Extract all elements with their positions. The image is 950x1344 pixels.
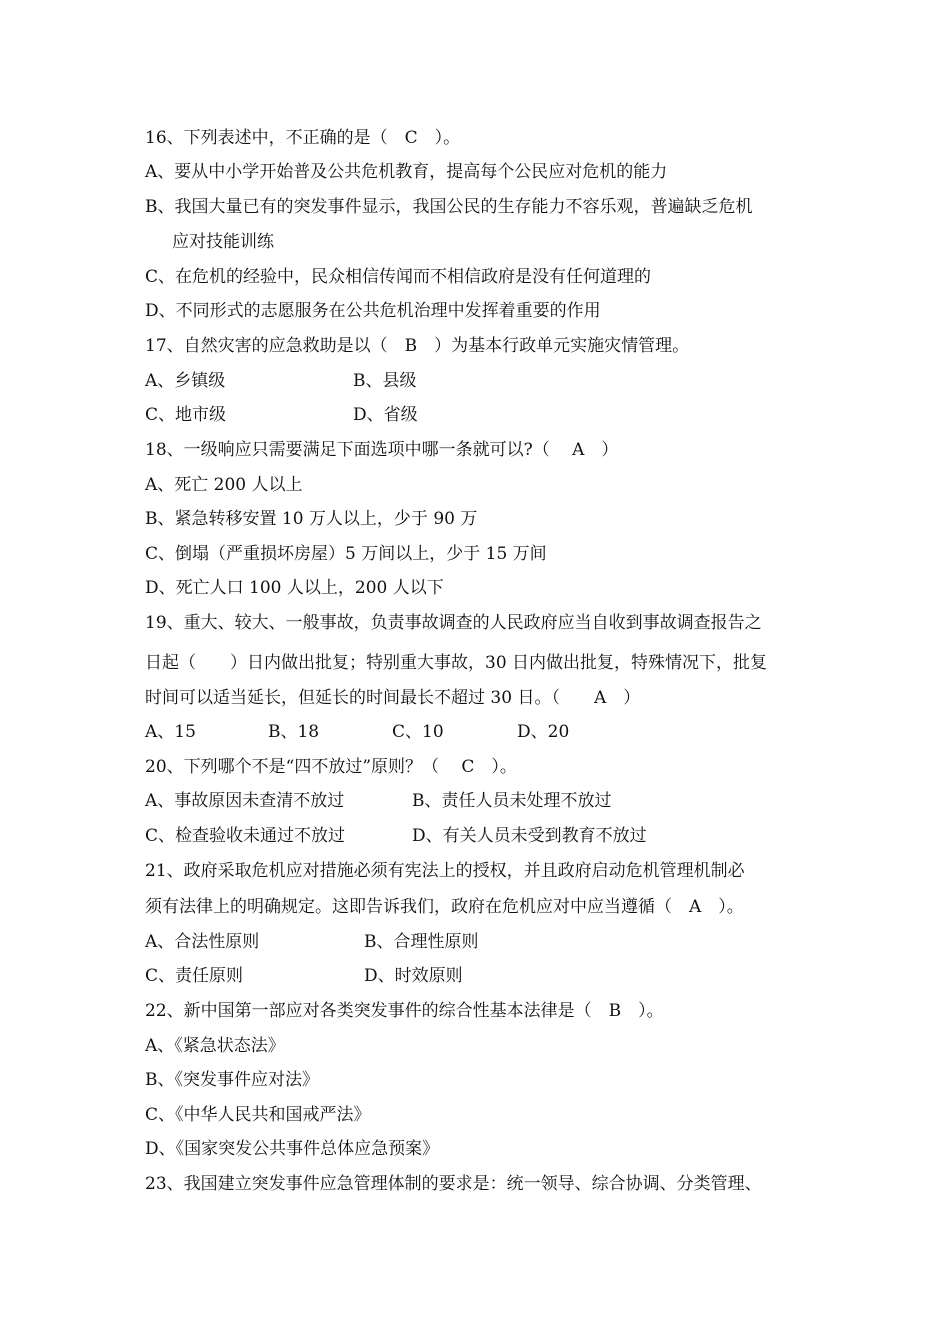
question-20-option-d: D、有关人员未受到教育不放过 (412, 826, 647, 846)
question-17-option-a: A、乡镇级 (145, 371, 226, 391)
question-20-stem: 20、下列哪个不是“四不放过”原则？（ C ）。 (145, 757, 517, 777)
question-17-option-d: D、省级 (353, 405, 418, 425)
question-17-option-c: C、地市级 (145, 405, 227, 425)
question-21-line2: 须有法律上的明确规定。这即告诉我们，政府在危机应对中应当遵循（ A ）。 (145, 897, 744, 917)
question-19-option-a: A、15 (145, 722, 196, 742)
question-21-option-d: D、时效原则 (364, 966, 463, 986)
question-18-option-d: D、死亡人口 100 人以上，200 人以下 (145, 578, 444, 598)
question-16-option-d: D、不同形式的志愿服务在公共危机治理中发挥着重要的作用 (145, 301, 601, 321)
question-19-option-d: D、20 (517, 722, 570, 742)
question-16-option-b-line1: B、我国大量已有的突发事件显示，我国公民的生存能力不容乐观，普遍缺乏危机 (145, 197, 753, 217)
question-19-option-b: B、18 (268, 722, 320, 742)
question-18-option-c: C、倒塌（严重损坏房屋）5 万间以上，少于 15 万间 (145, 544, 547, 564)
question-22-option-b: B、《突发事件应对法》 (145, 1070, 319, 1090)
question-21-option-c: C、责任原则 (145, 966, 244, 986)
question-20-option-a: A、事故原因未查清不放过 (145, 791, 345, 811)
question-22-option-a: A、《紧急状态法》 (145, 1036, 285, 1056)
question-19-option-c: C、10 (392, 722, 444, 742)
question-18-option-a: A、死亡 200 人以上 (145, 475, 303, 495)
question-18-stem: 18、一级响应只需要满足下面选项中哪一条就可以?（ A ） (145, 440, 619, 460)
question-22-option-c: C、《中华人民共和国戒严法》 (145, 1105, 371, 1125)
question-18-option-b: B、紧急转移安置 10 万人以上，少于 90 万 (145, 509, 478, 529)
question-22-option-d: D、《国家突发公共事件总体应急预案》 (145, 1139, 440, 1159)
question-20-option-c: C、检查验收未通过不放过 (145, 826, 346, 846)
question-21-option-b: B、合理性原则 (364, 932, 479, 952)
question-17-option-b: B、县级 (353, 371, 417, 391)
question-16-option-b-line2: 应对技能训练 (172, 232, 274, 252)
question-22-stem: 22、新中国第一部应对各类突发事件的综合性基本法律是（ B ）。 (145, 1001, 664, 1021)
question-20-option-b: B、责任人员未处理不放过 (412, 791, 612, 811)
question-16-option-c: C、在危机的经验中，民众相信传闻而不相信政府是没有任何道理的 (145, 267, 652, 287)
question-16-stem: 16、下列表述中，不正确的是（ C ）。 (145, 128, 461, 148)
question-21-option-a: A、合法性原则 (145, 932, 260, 952)
question-21-line1: 21、政府采取危机应对措施必须有宪法上的授权，并且政府启动危机管理机制必 (145, 861, 745, 881)
question-17-stem: 17、自然灾害的应急救助是以（ B ）为基本行政单元实施灾情管理。 (145, 336, 690, 356)
question-19-line1: 19、重大、较大、一般事故，负责事故调查的人民政府应当自收到事故调查报告之 (145, 613, 762, 633)
question-16-option-a: A、要从中小学开始普及公共危机教育，提高每个公民应对危机的能力 (145, 162, 668, 182)
question-23-stem: 23、我国建立突发事件应急管理体制的要求是：统一领导、综合协调、分类管理、 (145, 1174, 762, 1194)
question-19-line3: 时间可以适当延长，但延长的时间最长不超过 30 日。（ A ） (145, 688, 641, 708)
question-19-line2: 日起（ ）日内做出批复；特别重大事故，30 日内做出批复，特殊情况下，批复 (145, 653, 768, 673)
